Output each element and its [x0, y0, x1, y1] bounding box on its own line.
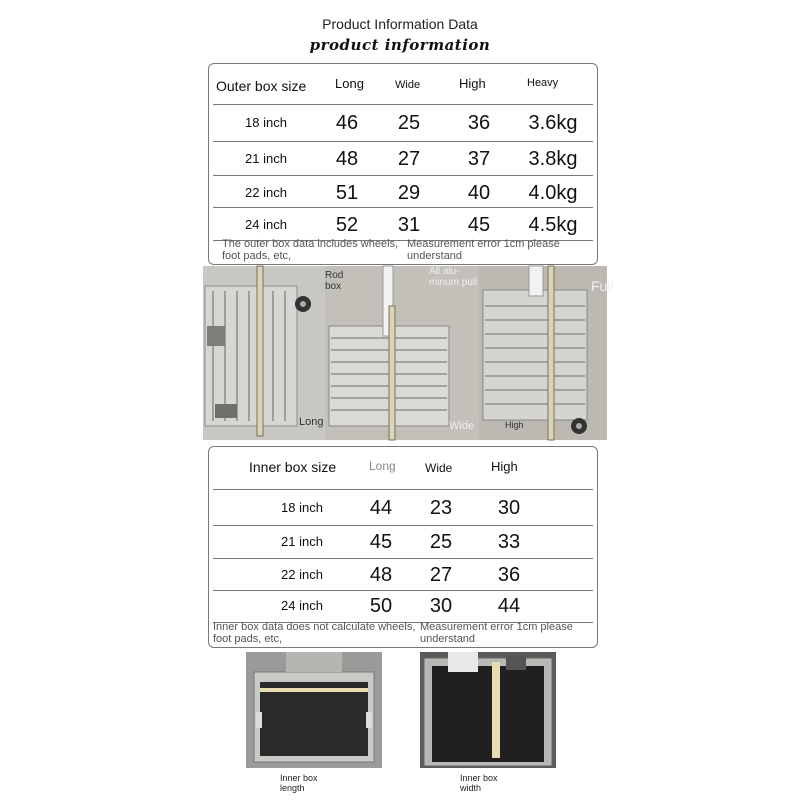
outer-high-cell: 37: [467, 148, 491, 170]
inner-col-long: Long: [369, 459, 396, 473]
page-subtitle: product information: [309, 36, 491, 54]
inner-table-heading: Inner box size: [249, 459, 337, 475]
outer-wide-cell: 29: [397, 182, 421, 204]
inner-long-cell: 48: [369, 564, 393, 586]
outer-col-heavy: Heavy: [527, 77, 559, 89]
inner-size-cell: 22 inch: [281, 567, 323, 582]
inner-high-cell: 44: [497, 595, 521, 617]
outer-size-cell: 22 inch: [245, 185, 287, 200]
outer-heavy-cell: 3.8kg: [528, 148, 578, 170]
inner-long-cell: 45: [369, 531, 393, 553]
outer-col-long: Long: [335, 76, 364, 91]
inner-wide-cell: 25: [429, 531, 453, 553]
inner-wide-cell: 23: [429, 497, 453, 519]
wide-label: Wide: [449, 420, 475, 432]
inner-high-cell: 30: [497, 497, 521, 519]
outer-heavy-cell: 4.5kg: [528, 214, 578, 236]
outer-high-cell: 40: [467, 182, 491, 204]
outer-size-cell: 24 inch: [245, 217, 287, 232]
outer-wide-cell: 25: [397, 112, 421, 134]
row-divider: [213, 590, 593, 591]
inner-length-caption: Inner box length: [280, 773, 318, 793]
page-title: Product Information Data: [322, 16, 478, 32]
inner-width-illustration: [420, 652, 556, 768]
inner-wide-cell: 27: [429, 564, 453, 586]
outer-col-wide: Wide: [395, 79, 421, 91]
inner-size-table: [208, 446, 598, 648]
row-divider: [213, 558, 593, 559]
full-label: Full: [591, 278, 614, 294]
inner-high-cell: 33: [497, 531, 521, 553]
outer-long-cell: 48: [335, 148, 359, 170]
high-label: High: [505, 420, 524, 430]
outer-size-cell: 21 inch: [245, 151, 287, 166]
row-divider: [213, 489, 593, 490]
outer-long-cell: 51: [335, 182, 359, 204]
luggage-photos-strip: [203, 266, 614, 440]
inner-long-cell: 44: [369, 497, 393, 519]
outer-wide-cell: 31: [397, 214, 421, 236]
inner-size-cell: 18 inch: [281, 500, 323, 515]
outer-heavy-cell: 3.6kg: [528, 112, 578, 134]
outer-col-high: High: [459, 76, 486, 91]
row-divider: [213, 175, 593, 176]
long-label: Long: [299, 416, 324, 428]
inner-wide-cell: 30: [429, 595, 453, 617]
aluminum-pull-label: All alu- minum pull: [429, 266, 478, 288]
inner-note-left: Inner box data does not calculate wheels, foot pads, etc,: [213, 621, 416, 645]
rod-box-label: Rod box: [325, 270, 344, 292]
row-divider: [213, 207, 593, 208]
row-divider: [213, 525, 593, 526]
outer-size-table: [208, 63, 598, 265]
outer-table-heading: Outer box size: [216, 78, 307, 94]
row-divider: [213, 104, 593, 105]
row-divider: [213, 141, 593, 142]
inner-col-high: High: [491, 459, 518, 474]
inner-high-cell: 36: [497, 564, 521, 586]
outer-high-cell: 36: [467, 112, 491, 134]
inner-width-photo: [420, 652, 556, 768]
outer-heavy-cell: 4.0kg: [528, 182, 578, 204]
outer-wide-cell: 27: [397, 148, 421, 170]
outer-high-cell: 45: [467, 214, 491, 236]
inner-size-cell: 24 inch: [281, 598, 323, 613]
outer-size-cell: 18 inch: [245, 115, 287, 130]
inner-length-photo: [246, 652, 382, 768]
outer-note-left: The outer box data includes wheels, foot pads, etc,: [222, 238, 399, 262]
inner-col-wide: Wide: [425, 461, 453, 475]
outer-long-cell: 46: [335, 112, 359, 134]
luggage-photos-illustration: [203, 266, 607, 440]
inner-size-cell: 21 inch: [281, 534, 323, 549]
outer-long-cell: 52: [335, 214, 359, 236]
inner-note-right: Measurement error 1cm please understand: [420, 621, 573, 645]
inner-long-cell: 50: [369, 595, 393, 617]
inner-length-illustration: [246, 652, 382, 768]
inner-width-caption: Inner box width: [460, 773, 498, 793]
outer-note-right: Measurement error 1cm please understand: [407, 238, 560, 262]
